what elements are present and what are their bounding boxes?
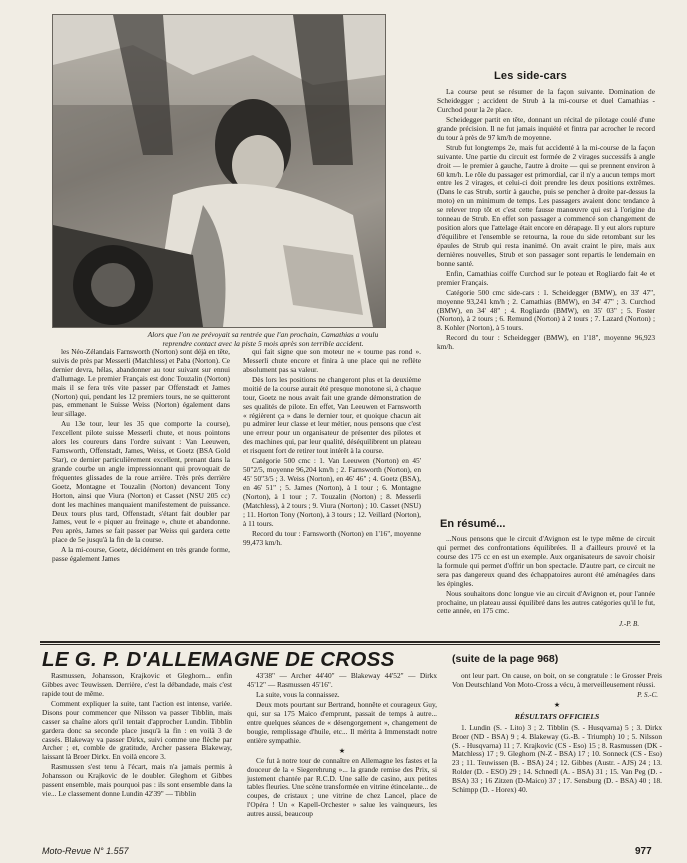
article-paragraph: A la mi-course, Goetz, décidément en très grande forme, passe également James — [52, 545, 230, 564]
gp-paragraph: Rasmussen, Johansson, Krajkovic et Gleghorn... enfin Gibbes avec Teuwissen. Derrière, c'est la débandade, mais c'est rapide tout de même. — [42, 671, 232, 698]
star-separator: ★ — [553, 700, 561, 709]
results-heading: RÉSULTATS OFFICIELS — [514, 711, 600, 721]
gp-column-1 — [42, 672, 232, 800]
results-500cc: Catégorie 500 cmc : 1. Van Leeuwen (Norton) en 45' 50"2/5, moyenne 96,204 km/h ; 2. Farnsworth (Norton), en 45' 50"3/5 ; 3. Weiss (Norton), en 46' 46" ; 4. Goetz (BSA), en 46' 51" ; 5. James (Norton), à 1 tour ; 6. Montagne (Norton), à 1 tour ; 7. Touzalin (Norton) ; 8. Messerli (Matchless), à 2 tours ; 9. Viura (Norton) ; 10. Casset (NSU) ; 11. Horton Tony (Norton), à 3 tours ; 12. Veillard (Norton), à 11 tours. — [243, 456, 421, 528]
gp-paragraph: Rasmussen s'est tenu à l'écart, mais n'a jamais permis à Johansson ou Krajkovic de le doubler. Gleghorn et Gibbes passent ensemble, mais pourquoi pas : ils sont ensemble dans la vie... Le classement donne Lundin 42'39" — Tibblin — [42, 762, 232, 799]
left-article-column — [52, 348, 230, 565]
side-cars-paragraph: Scheidegger partit en tête, donnant un récital de pilotage coulé d'une grande précision. Il ne fut jamais inquiété et fintra par acrocher le record du tour à près de 97 km/h de moyenne. — [437, 114, 655, 142]
resume-column — [437, 535, 655, 618]
side-cars-paragraph: La course peut se résumer de la façon suivante. Domination de Scheidegger ; accident de Strub à la mi-course et duel Camathias - Curchod pour la 2e place. — [437, 87, 655, 114]
resume-heading: En résumé... — [440, 518, 506, 530]
gp-paragraph: Comment expliquer la suite, tant l'action est intense, variée. Disons pour commencer que Nilsson va passer Tibblin, mais casser sa chaîne alors qu'il tentait d'approcher Lundin. Tibblin gardera donc sa seconde place jusqu'à la fin : en voilà 3 de cassés. Blakeway va passer Dirkx, suivi comme une flèche par Archer ; et, comble de gratitude, Archer passera Blakeway, laissant là Broer Dirkx. En voilà encore 3. — [42, 698, 232, 762]
page-number: 977 — [635, 846, 652, 857]
side-cars-results: Catégorie 500 cmc side-cars : 1. Scheidegger (BMW), en 33' 47", moyenne 93,241 km/h ; 2. Camathias (BMW), en 34' 47" ; 3. Curchod (BMW), en 34' 48" ; 4. Rogliardo (BMW), en 35' 03" ; 5. Foster (Norton), à 2 tours ; 6. Remund (Norton) à 2 tours ; 7. Lazard (Norton) ; 8. Kohler (Norton), à 5 tours. — [437, 287, 655, 333]
rider-illustration — [53, 15, 385, 327]
lap-record: Record du tour : Farnsworth (Norton) en 1'16", moyenne 99,473 km/h. — [243, 528, 421, 547]
section-divider — [40, 641, 660, 643]
side-cars-paragraph: Enfin, Camathias coiffe Curchod sur le poteau et Rogliardo fait 4e et premier Français. — [437, 268, 655, 287]
gp-paragraph: La suite, vous la connaissez. — [256, 690, 340, 699]
gp-paragraph: 43'38" — Archer 44'40" — Blakeway 44'52" — Dirkx 45'12" — Rasmussen 45'16". — [247, 671, 437, 689]
resume-paragraph: ...Nous pensons que le circuit d'Avignon est le type même de circuit qui permet des confrontations équilibrées. Il a d'ailleurs prouvé et la course des 175 cc en est un exemple. Aux organisateurs de savoir choisir la formule qui permet d'offrir un bon spectacle. D'autre part, ce circuit ne sera pas dangereux quand des échappatoires auront été aménagées dans les épingles. — [437, 534, 655, 588]
side-cars-column — [437, 88, 655, 353]
gp-column-3 — [452, 672, 662, 796]
resume-signature: J.-P. B. — [619, 620, 640, 628]
gp-paragraph: ont leur part. On cause, on boit, on se congratule : le Grosser Preis Von Deutschland Von Moto-Cross a vécu, à merveilleusement réussi. — [452, 671, 662, 689]
middle-article-column — [243, 348, 421, 549]
gp-title: LE G. P. D'ALLEMAGNE DE CROSS — [42, 648, 395, 671]
star-separator: ★ — [338, 746, 346, 755]
article-paragraph: Au 13e tour, leur les 35 que comporte la course), l'excellent pilote suisse Messerli chute, et nous pointons alors les coureurs dans l'ordre suivant : Van Leeuwen, Farnsworth, Offenstadt, James, Weiss, et Goetz (BSA Gold Star), ce dernier particulièrement excellent, prenant dans la grande courbe un angle impressionnant qui provoquait de fréquentes glissades de la roue arrière. Très près derrière Goetz, Montagne et Touzalin (Norton) devancent Tony Horton, ainsi que Viura (Norton) et Casset (NSU 205 cc) dont les machines manquaient manifestement de puissance. Deux tours plus tard, Offenstadt, s'étant fait doubler par James, veut le « piquer au freinage », chute et abandonne. Peu après, James se fait passer par Weiss qui gardera cette place de 5e jusqu'à la fin de la course. — [52, 419, 230, 545]
section-divider-thin — [40, 644, 660, 645]
side-cars-paragraph: Strub fut longtemps 2e, mais fut accidenté à la mi-course de la façon suivante. Une partie du circuit est formée de 2 virages successifs à angle droit — le premier à gauche, l'autre à droite — qui se prennent environ à 60 km/h. Le rôle du passager est primordial, car il n'y a aucun temps mort entre les 2 virages, et celui-ci doit prendre les deux positions extrêmes. (Dans le cas Strub, sortir à gauche, puis se pencher à droite par-dessus la moto) en un minimum de temps. Les passagers avaient donc tendance à se relever trop tôt et c'est cette fausse manœuvre qui est à l'origine du tonneau de Strub. En effet son passager a commencé son changement de position alors que l'attelage était encore en dérapage. Il y eut alors rupture d'équilibre et l'ensemble se retourna, la roue du side retombant sur les épaules de Strub qui resta inanimé. On avait craint le pire, mais aux dernières nouvelles, Strub et son passager sont repartis le lendemain en bonne santé. — [437, 142, 655, 268]
gp-paragraph: Deux mots pourtant sur Bertrand, honnête et courageux Guy, qui, sur sa 175 Maico d'emprunt, passait de temps à autre... entre quelques séances de « désengorgement », changement de bougie, remplissage d'huile, etc... Il mérita à Immenstadt notre entière sympathie. — [247, 700, 437, 745]
gp-signature: P. S.-C. — [637, 691, 658, 699]
gp-column-2 — [247, 672, 437, 820]
article-paragraph: Dès lors les positions ne changeront plus et la deuxième moitié de la course aurait été presque monotone si, à chaque tour, Goetz ne nous avait fait une grande démonstration de ses qualités de pilote. En effet, Van Leeuwen et Farnsworth « régièrent ça » dans le dernier tour, et quoique chacun ait pu admirer leur classe et leur métier, nous pensons que c'est une erreur pour un organisateur de présenter des pilotes et des machines qui, par leur qualité, déséquilibrent un plateau et risquent fort de retirer tout intérêt à la course. — [243, 374, 421, 456]
race-photo — [52, 14, 386, 328]
photo-caption: Alors que l'on ne prévoyait sa rentrée que l'an prochain, Camathias a voulu reprendre contact avec la piste 5 mois après son terrible accident. — [147, 330, 379, 348]
magazine-issue: Moto-Revue N° 1.557 — [42, 846, 129, 856]
article-paragraph: les Néo-Zélandais Farnsworth (Norton) sont déjà en tête, suivis de près par Messerli (Matchless) et Paba (Norton). Ce dernier devra, hélas, abandonner au tour suivant sur ennui d'allumage. Le premier Français est donc Touzalin (Norton) mais il se fera très vite passer par Offenstadt et James (Norton) qui, pendant les 12 premiers tours, ne se quitteront pas, emmenant le Suisse Weiss (Norton) également dans leur sillage. — [52, 347, 230, 419]
side-cars-record: Record du tour : Scheidegger (BMW), en 1'18", moyenne 96,923 km/h. — [437, 333, 655, 352]
official-results: 1. Lundin (S. - Lito) 3 ; 2. Tibblin (S. - Husqvarna) 5 ; 3. Dirkx Broer (ND - BSA) 9 ; 4. Blakeway (G.-B. - Triumph) 10 ; 5. Nilsson (S. - Husqvarna) 11 ; 7. Krajkovic (CS - Eso) 15 ; 8. Rasmussen (DK - Matchless) 17 ; 9. Gleghorn (N-Z - BSA) 17 ; 10. Sonneck (CS - Eso) 23 ; 11. Teuwissen (B. - BSA) 24 ; 12. Gibbes (Austr. - AJS) 24 ; 13. Rolder (D. - ESO) 29 ; 14. Schnedl (A. - BSA) 31 ; 15. Van Peg (D. - BSA) 33 ; 16 Zitzen (D-Maico) 37 ; 17. Sensburg (D. - BSA) 40 ; 18. Schimpp (D. - Horex) 40. — [452, 722, 662, 795]
article-paragraph: qui fait signe que son moteur ne « tourne pas rond ». Messerli chute encore et finira à une place qui ne reflète absolument pas sa valeur. — [243, 347, 421, 374]
gp-subtitle: (suite de la page 968) — [452, 653, 559, 665]
gp-paragraph: Ce fut à notre tour de connaître en Allemagne les fastes et la douceur de la « Siegerehrung »... la grande remise des Prix, si justement chantée par R.C.D. Une salle de casino, aux petites tables fleuries. Une scène transformée en vitrine étincelante... de coupes, de cristaux ; une vitrine de chez Lancel, place de l'Opéra ! Un « Kapell-Orchester » salue les vainqueurs, les autres aussi, beaucoup — [247, 755, 437, 819]
side-cars-heading: Les side-cars — [494, 70, 567, 82]
resume-paragraph: Nous souhaitons donc longue vie au circuit d'Avignon et, pour l'année prochaine, un plateau aussi équilibré dans les autres catégories qu'il le fut, cette année, en 175 cmc. — [437, 588, 655, 616]
